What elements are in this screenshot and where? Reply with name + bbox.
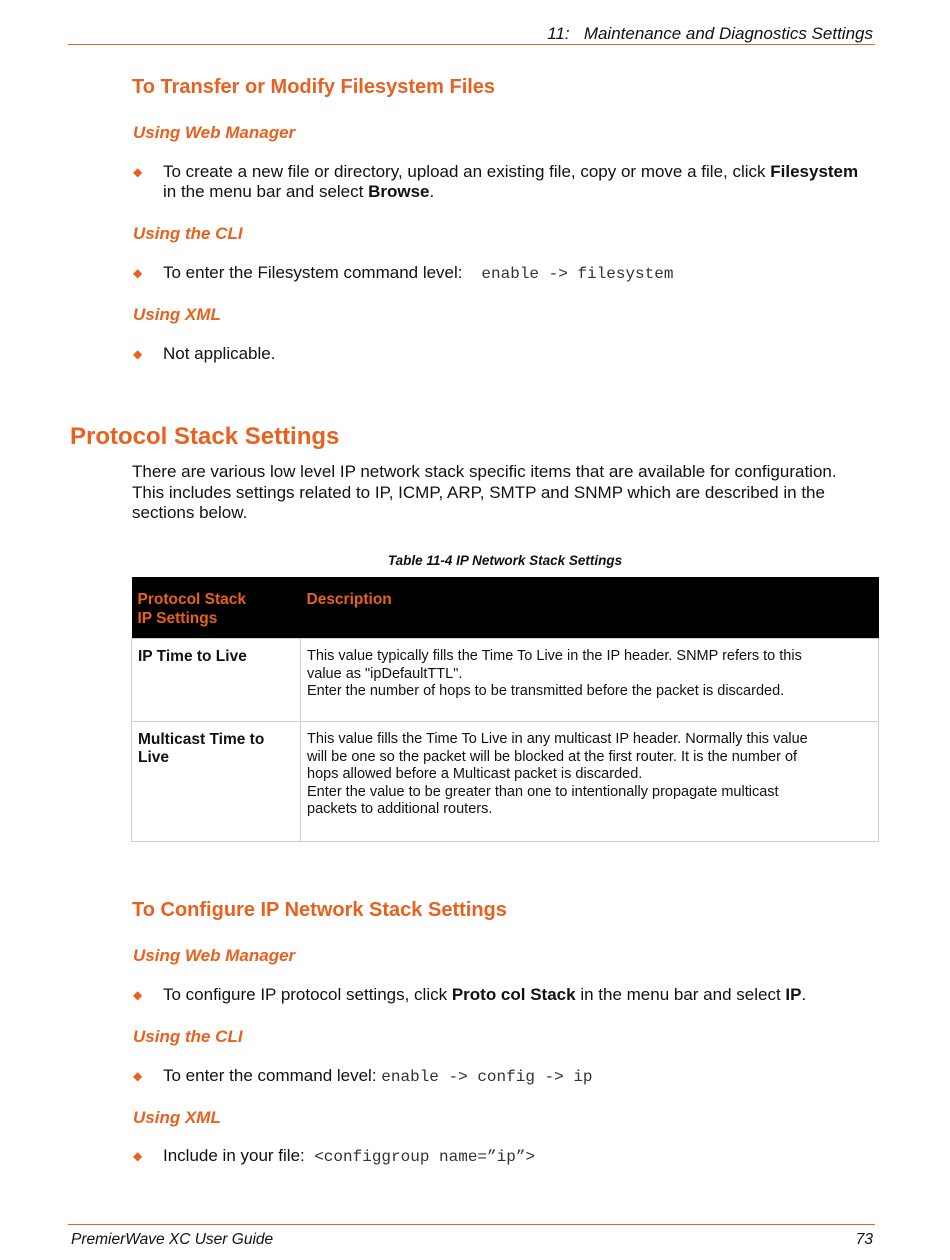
diamond-bullet-icon: ◆ xyxy=(133,1069,143,1083)
diamond-bullet-icon: ◆ xyxy=(133,347,143,361)
bullet-text: Not applicable. xyxy=(163,344,276,363)
menu-term-ip: IP xyxy=(785,985,802,1004)
subheading-xml: Using XML xyxy=(133,1108,221,1127)
bullet-text xyxy=(163,1146,535,1167)
bullet-text-part: To create a new file or directory, upload an existing file, copy or move a file, click xyxy=(163,162,771,181)
list-item xyxy=(133,344,873,366)
intro-paragraph xyxy=(132,462,862,524)
description-line: This value typically fills the Time To Live in the IP header. SNMP refers to this xyxy=(307,648,802,664)
bullet-text xyxy=(163,985,806,1005)
xml-snippet: <configgroup name=”ip”> xyxy=(314,1148,536,1166)
list-item xyxy=(133,1066,873,1088)
section-heading-transfer: To Transfer or Modify Filesystem Files xyxy=(132,76,496,98)
column-header-description: Description xyxy=(301,577,879,639)
description-line: This value fills the Time To Live in any multicast IP header. Normally this value xyxy=(307,731,808,747)
list-item xyxy=(133,1146,873,1168)
setting-description xyxy=(301,722,879,842)
paragraph-line: This includes settings related to IP, ICMP, ARP, SMTP and SNMP which are described in the xyxy=(132,482,825,502)
bullet-text-part: Include in your file: xyxy=(163,1146,305,1165)
menu-term-browse: Browse xyxy=(368,182,430,201)
table-row xyxy=(132,722,879,842)
subheading-cli: Using the CLI xyxy=(133,224,243,243)
bullet-text-part: To enter the Filesystem command level: xyxy=(163,263,463,282)
page-number: 73 xyxy=(855,1231,873,1248)
menu-term-filesystem: Filesystem xyxy=(770,162,859,181)
bullet-text xyxy=(163,1066,593,1087)
description-line: value as "ipDefaultTTL". xyxy=(307,665,463,682)
bullet-text-part: To enter the command level: xyxy=(163,1066,377,1085)
setting-name: IP Time to Live xyxy=(132,639,301,722)
subheading-xml: Using XML xyxy=(133,305,221,324)
paragraph-line: There are various low level IP network stack specific items that are available for configuration. xyxy=(132,462,837,481)
bullet-text-part: . xyxy=(801,985,807,1004)
diamond-bullet-icon: ◆ xyxy=(133,266,143,280)
bullet-text xyxy=(163,162,873,202)
chapter-number: 11: xyxy=(547,24,570,43)
bullet-text-part: in the menu bar and select xyxy=(163,182,369,201)
setting-description xyxy=(301,639,879,722)
cli-command: enable -> filesystem xyxy=(481,265,674,283)
header-rule xyxy=(68,44,875,45)
description-line: will be one so the packet will be blocked at the first router. It is the number of xyxy=(307,748,798,765)
chapter-title: Maintenance and Diagnostics Settings xyxy=(583,24,873,43)
diamond-bullet-icon: ◆ xyxy=(133,165,143,179)
description-line: Enter the number of hops to be transmitted before the packet is discarded. xyxy=(307,683,785,699)
footer-rule xyxy=(68,1224,875,1225)
chapter-section-heading: Protocol Stack Settings xyxy=(70,423,340,450)
list-item xyxy=(133,162,873,204)
description-line: hops allowed before a Multicast packet is discarded. xyxy=(307,766,643,782)
subheading-cli: Using the CLI xyxy=(133,1027,243,1046)
bullet-text xyxy=(163,263,673,284)
cli-command: enable -> config -> ip xyxy=(381,1068,593,1086)
table-row xyxy=(132,639,879,722)
table-header-row xyxy=(132,577,879,639)
footer-guide-title: PremierWave XC User Guide xyxy=(71,1231,274,1248)
column-header-setting xyxy=(132,577,301,639)
description-line: packets to additional routers. xyxy=(307,801,493,817)
setting-name: Multicast Time to Live xyxy=(132,722,301,842)
list-item xyxy=(133,263,873,285)
section-heading-configure: To Configure IP Network Stack Settings xyxy=(132,899,507,921)
running-header xyxy=(547,24,873,44)
column-header-line: IP Settings xyxy=(137,610,218,627)
diamond-bullet-icon: ◆ xyxy=(133,988,143,1002)
menu-term-protocol-stack: Proto col Stack xyxy=(451,985,576,1004)
subheading-web-manager: Using Web Manager xyxy=(133,123,296,142)
paragraph-line: sections below. xyxy=(132,503,248,522)
diamond-bullet-icon: ◆ xyxy=(133,1149,143,1163)
table-caption: Table 11-4 IP Network Stack Settings xyxy=(387,553,623,568)
description-line: Enter the value to be greater than one to intentionally propagate multicast xyxy=(307,783,779,800)
bullet-text-part: in the menu bar and select xyxy=(575,985,786,1004)
list-item xyxy=(133,985,873,1007)
subheading-web-manager: Using Web Manager xyxy=(133,946,296,965)
bullet-text-part: To configure IP protocol settings, click xyxy=(163,985,452,1004)
column-header-line: Protocol Stack xyxy=(137,591,247,608)
bullet-text-part: . xyxy=(429,182,435,201)
settings-table xyxy=(131,577,879,842)
